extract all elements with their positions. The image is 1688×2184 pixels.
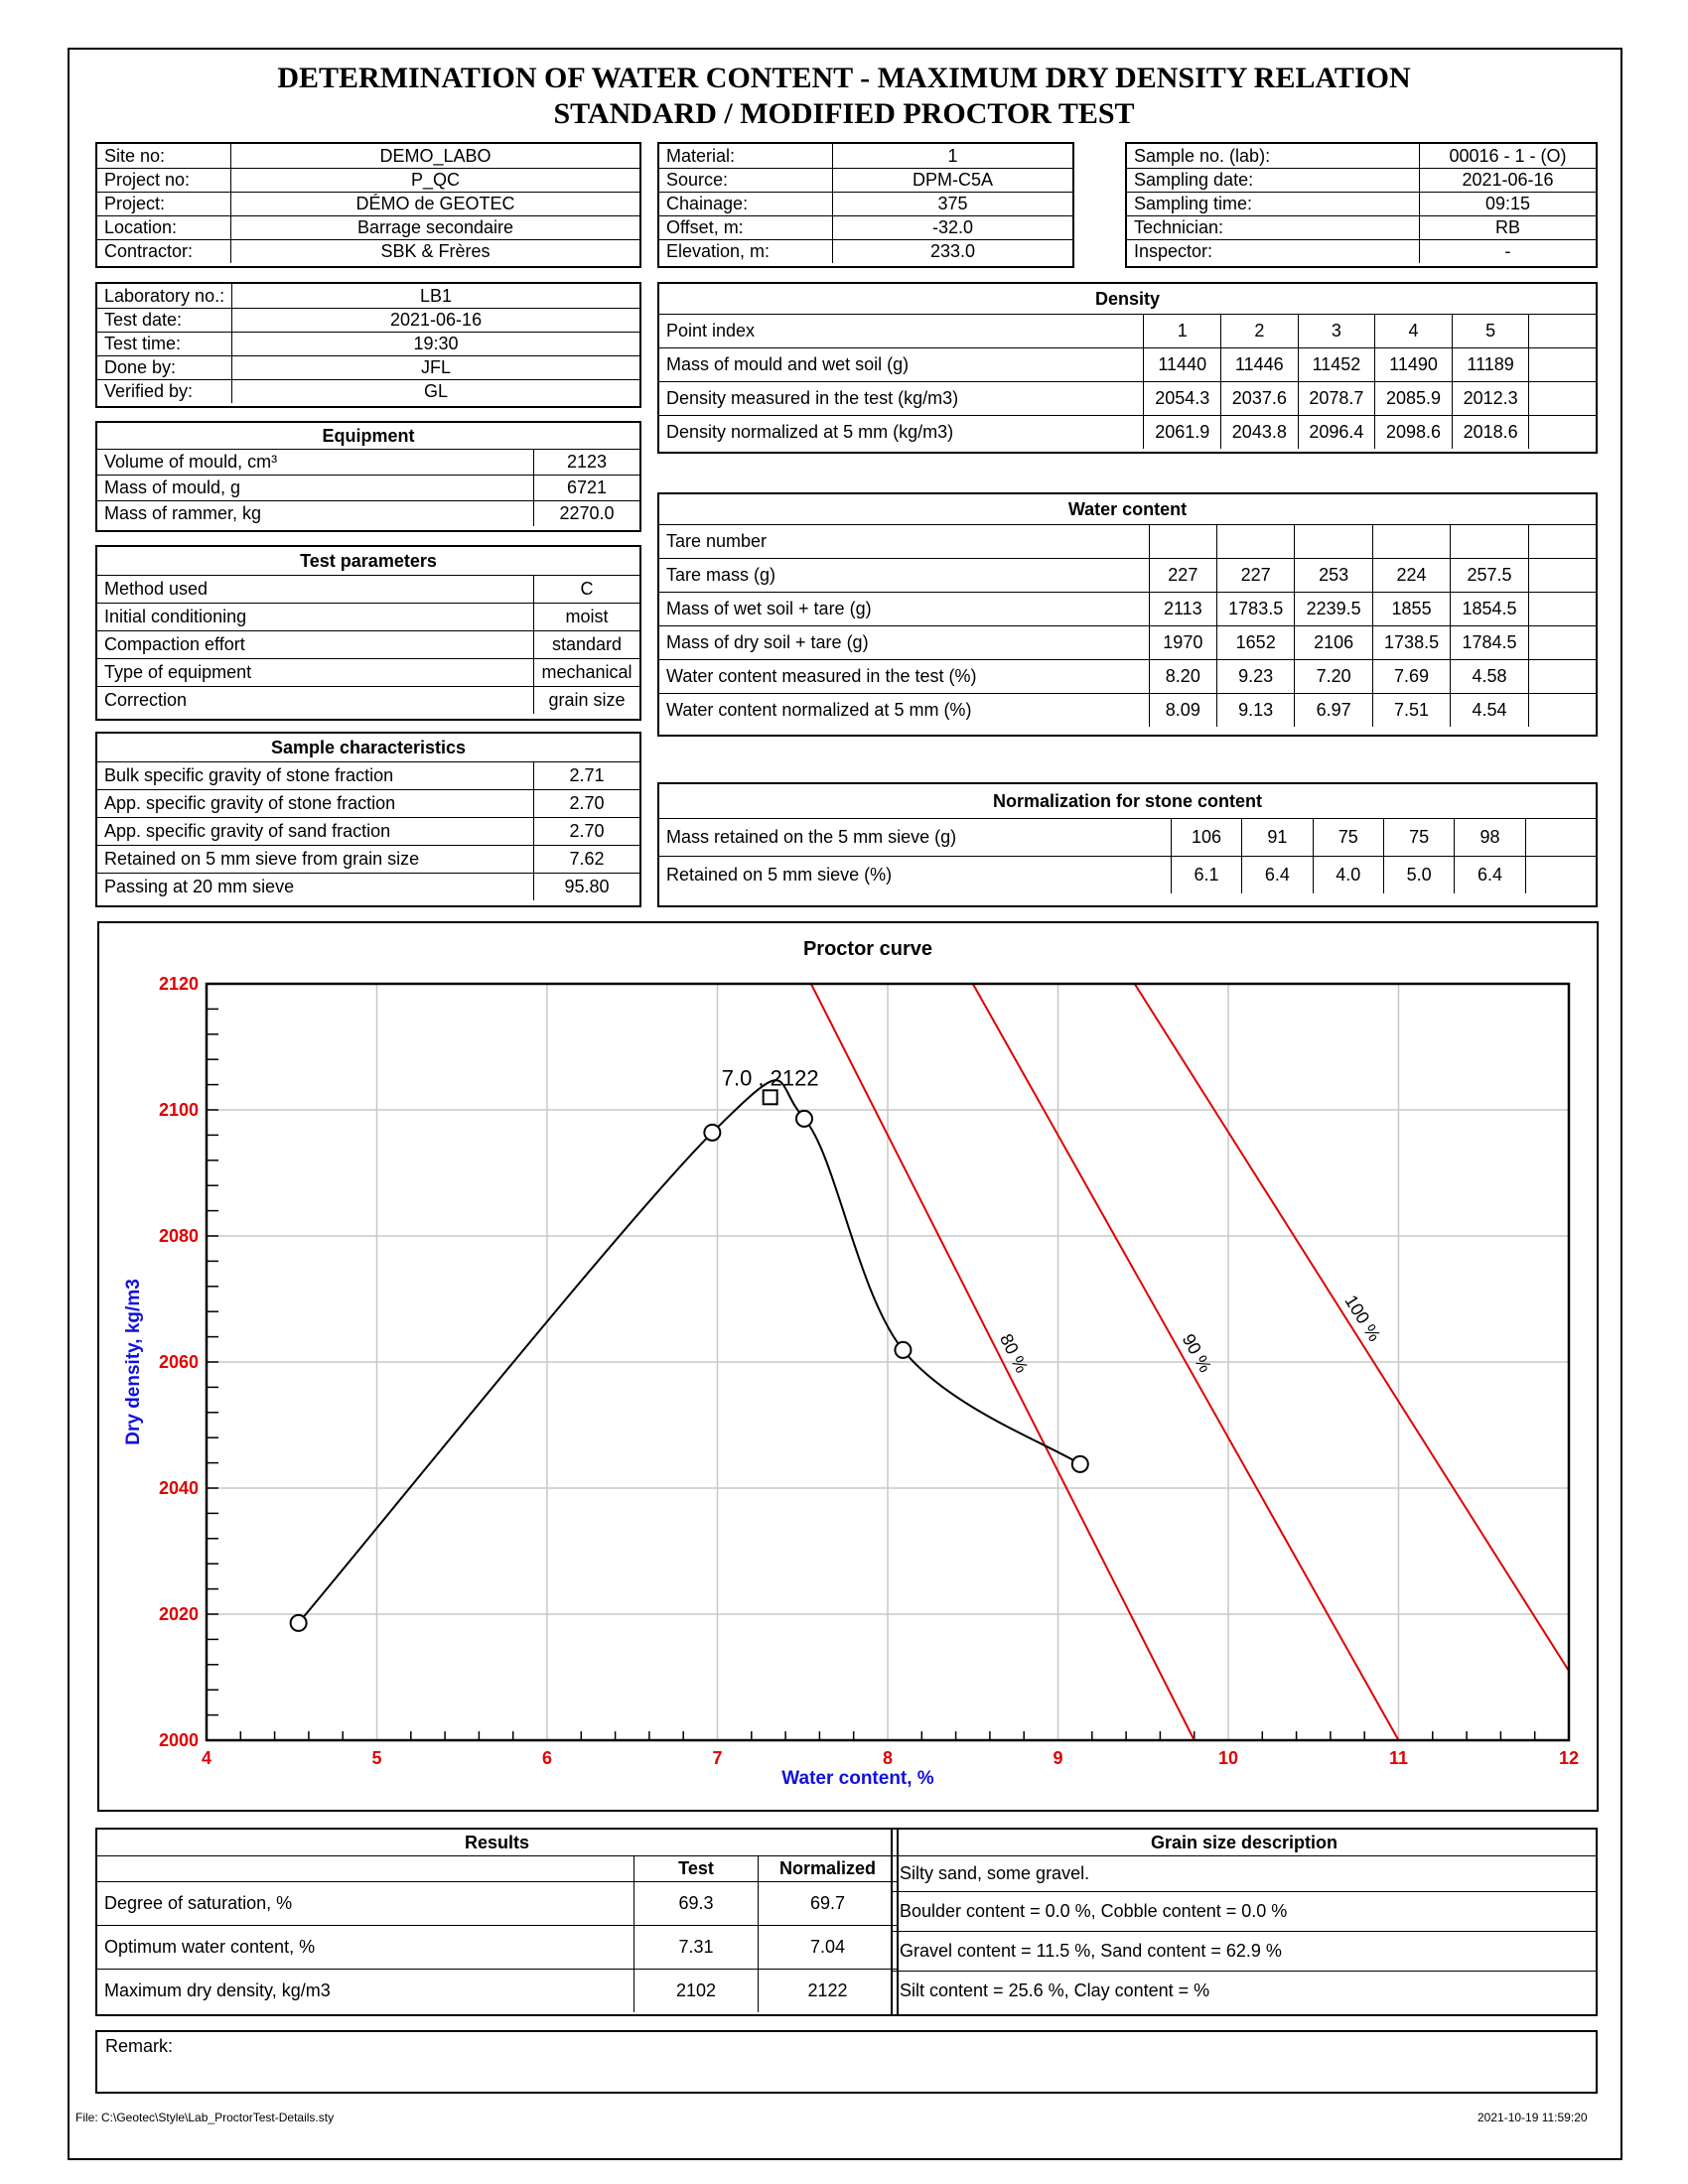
table-row [659, 856, 1596, 893]
info-label: Material: [659, 144, 833, 168]
grain-line [893, 1971, 1596, 2010]
row-label: Tare number [659, 524, 1149, 558]
results-label: Maximum dry density, kg/m3 [97, 1969, 634, 2012]
results-label: Degree of saturation, % [97, 1881, 634, 1925]
info-row [97, 192, 639, 215]
row-value: 9.13 [1216, 693, 1294, 727]
info-row [97, 144, 639, 168]
row-value: 11440 [1144, 347, 1221, 381]
row-value: 2054.3 [1144, 381, 1221, 415]
grain-line [893, 1855, 1596, 1891]
row-value: 11446 [1221, 347, 1299, 381]
info-row [97, 215, 639, 239]
y-tick-label: 2020 [158, 1604, 199, 1624]
table-row [97, 658, 639, 686]
row-value: 2 [1221, 314, 1299, 347]
row-value: 2018.6 [1452, 415, 1529, 449]
row-value: 4.0 [1313, 856, 1383, 893]
info-row [97, 308, 639, 332]
report-subtitle: STANDARD / MODIFIED PROCTOR TEST [553, 97, 1135, 130]
row-value: 1 [1144, 314, 1221, 347]
footer-file-path: File: C:\Geotec\Style\Lab_ProctorTest-Details.sty [75, 2111, 335, 2124]
info-label: Chainage: [659, 192, 833, 215]
row-value: 8.09 [1149, 693, 1216, 727]
info-value: DÉMO de GEOTEC [231, 192, 640, 215]
info-label: Verified by: [97, 379, 232, 403]
table-header [97, 1830, 897, 1855]
info-value: GL [232, 379, 639, 403]
info-label: Elevation, m: [659, 239, 833, 263]
table-row [97, 789, 639, 817]
info-row [1127, 144, 1596, 168]
row-label: Bulk specific gravity of stone fraction [97, 761, 534, 789]
row-value [1529, 381, 1596, 415]
info-label: Technician: [1127, 215, 1420, 239]
row-value: 7.62 [534, 845, 640, 873]
info-value: -32.0 [833, 215, 1073, 239]
table-header [659, 494, 1596, 524]
info-label: Test time: [97, 332, 232, 355]
table-row [97, 475, 639, 500]
saturation-label: 90 % [1178, 1330, 1216, 1376]
row-value: 75 [1313, 818, 1383, 856]
row-label: Method used [97, 575, 534, 603]
row-label: Point index [659, 314, 1144, 347]
info-label: Sample no. (lab): [1127, 144, 1420, 168]
row-value: 2085.9 [1375, 381, 1453, 415]
row-label: Passing at 20 mm sieve [97, 873, 534, 900]
info-label: Inspector: [1127, 239, 1420, 263]
row-value: 11452 [1298, 347, 1375, 381]
info-row [659, 168, 1072, 192]
info-value: JFL [232, 355, 639, 379]
row-value: 7.20 [1295, 659, 1372, 693]
info-value: P_QC [231, 168, 640, 192]
y-tick-label: 2060 [158, 1352, 199, 1372]
table-row [97, 761, 639, 789]
table-row [659, 314, 1596, 347]
row-label: Mass of mould and wet soil (g) [659, 347, 1144, 381]
table-row [659, 659, 1596, 693]
row-label: Water content measured in the test (%) [659, 659, 1149, 693]
info-value: LB1 [232, 284, 639, 308]
table-title: Normalization for stone content [659, 784, 1596, 818]
grain-line [893, 1891, 1596, 1931]
row-value: 2123 [534, 449, 640, 475]
row-value: mechanical [534, 658, 640, 686]
report-title: DETERMINATION OF WATER CONTENT - MAXIMUM DRY DENSITY RELATION [277, 62, 1411, 94]
x-tick-label: 9 [1053, 1748, 1063, 1768]
row-label: Initial conditioning [97, 603, 534, 630]
info-value: RB [1420, 215, 1597, 239]
saturation-line [1135, 984, 1569, 1671]
row-label: Density normalized at 5 mm (kg/m3) [659, 415, 1144, 449]
row-value: 2.71 [534, 761, 640, 789]
row-label: Compaction effort [97, 630, 534, 658]
proctor-chart [99, 923, 1597, 1810]
equipment-table [95, 421, 641, 532]
x-tick-label: 12 [1558, 1748, 1580, 1768]
row-value: 9.23 [1216, 659, 1294, 693]
info-value: SBK & Frères [231, 239, 640, 263]
optimum-label: 7.0 , 2122 [721, 1065, 819, 1091]
info-value: 2021-06-16 [232, 308, 639, 332]
proctor-chart-panel [97, 921, 1599, 1812]
table-row [97, 686, 639, 714]
row-value: 95.80 [534, 873, 640, 900]
info-value: - [1420, 239, 1597, 263]
results-table [95, 1828, 899, 2016]
row-label: Tare mass (g) [659, 558, 1149, 592]
results-normalized-value: 69.7 [759, 1881, 898, 1925]
table-header [659, 784, 1596, 818]
table-row [659, 818, 1596, 856]
row-label: Density measured in the test (kg/m3) [659, 381, 1144, 415]
chart-title: Proctor curve [802, 938, 933, 960]
y-axis-title: Dry density, kg/m3 [123, 1279, 144, 1445]
row-value [1529, 347, 1596, 381]
results-row [97, 1925, 897, 1969]
results-row [97, 1881, 897, 1925]
row-value: 1855 [1372, 592, 1450, 625]
table-row [659, 625, 1596, 659]
row-value [1528, 625, 1596, 659]
row-value [1525, 856, 1596, 893]
row-value: 6721 [534, 475, 640, 500]
row-value: 2270.0 [534, 500, 640, 526]
info-value: 1 [833, 144, 1073, 168]
info-value: 09:15 [1420, 192, 1597, 215]
row-value: 2037.6 [1221, 381, 1299, 415]
row-value [1216, 524, 1294, 558]
data-point [796, 1111, 812, 1127]
results-test-value: 69.3 [634, 1881, 759, 1925]
row-value: grain size [534, 686, 640, 714]
row-value: 227 [1149, 558, 1216, 592]
info-row [1127, 192, 1596, 215]
row-value: 224 [1372, 558, 1450, 592]
info-label: Sampling time: [1127, 192, 1420, 215]
grain-line-text: Silt content = 25.6 %, Clay content = % [893, 1971, 1596, 2010]
info-row [97, 332, 639, 355]
x-tick-label: 8 [882, 1748, 894, 1768]
table-row [659, 381, 1596, 415]
row-value: 91 [1242, 818, 1313, 856]
test-parameters-table [95, 545, 641, 721]
info-label: Project: [97, 192, 231, 215]
row-value [1525, 818, 1596, 856]
data-point [291, 1615, 307, 1631]
info-row [1127, 168, 1596, 192]
row-value [1372, 524, 1450, 558]
row-value: 6.4 [1242, 856, 1313, 893]
info-value: 2021-06-16 [1420, 168, 1597, 192]
row-label: Correction [97, 686, 534, 714]
table-header [659, 284, 1596, 314]
row-value: 11490 [1375, 347, 1453, 381]
row-label: Mass retained on the 5 mm sieve (g) [659, 818, 1171, 856]
normalization-table [657, 782, 1598, 907]
info-label: Offset, m: [659, 215, 833, 239]
table-header [893, 1830, 1596, 1855]
info-label: Site no: [97, 144, 231, 168]
row-value: 11189 [1452, 347, 1529, 381]
table-header [97, 547, 639, 575]
row-value [1528, 524, 1596, 558]
row-value [1149, 524, 1216, 558]
row-label: Volume of mould, cm³ [97, 449, 534, 475]
table-row [659, 415, 1596, 449]
table-header [97, 423, 639, 449]
row-value: 75 [1383, 818, 1454, 856]
table-row [97, 575, 639, 603]
row-label: App. specific gravity of stone fraction [97, 789, 534, 817]
grain-size-table [891, 1828, 1598, 2016]
info-label: Project no: [97, 168, 231, 192]
table-row [97, 603, 639, 630]
row-label: Mass of wet soil + tare (g) [659, 592, 1149, 625]
row-value: 8.20 [1149, 659, 1216, 693]
x-tick-label: 7 [712, 1748, 723, 1768]
y-tick-label: 2120 [158, 974, 199, 994]
row-value: 2043.8 [1221, 415, 1299, 449]
water-content-table [657, 492, 1598, 737]
proctor-curve [299, 1080, 1080, 1623]
info-row [659, 215, 1072, 239]
row-value: 1970 [1149, 625, 1216, 659]
table-row [97, 817, 639, 845]
table-row [659, 693, 1596, 727]
row-value: 1738.5 [1372, 625, 1450, 659]
results-blank-header [97, 1855, 634, 1881]
data-point [704, 1125, 720, 1141]
info-row [659, 192, 1072, 215]
x-tick-label: 5 [371, 1748, 382, 1768]
grain-line-text: Silty sand, some gravel. [893, 1855, 1596, 1891]
info-label: Sampling date: [1127, 168, 1420, 192]
row-value [1529, 415, 1596, 449]
x-tick-label: 4 [201, 1748, 212, 1768]
x-tick-label: 11 [1388, 1748, 1409, 1768]
saturation-label: 80 % [995, 1330, 1033, 1377]
row-value: 1783.5 [1216, 592, 1294, 625]
info-row [1127, 239, 1596, 263]
info-label: Done by: [97, 355, 232, 379]
info-row [97, 284, 639, 308]
row-value: 4.58 [1451, 659, 1528, 693]
row-value: 253 [1295, 558, 1372, 592]
row-value: C [534, 575, 640, 603]
row-value: 5 [1452, 314, 1529, 347]
info-value: DEMO_LABO [231, 144, 640, 168]
row-value: 2239.5 [1295, 592, 1372, 625]
row-value: 3 [1298, 314, 1375, 347]
results-title: Results [97, 1830, 897, 1855]
y-tick-label: 2100 [158, 1100, 199, 1120]
results-normalized-value: 2122 [759, 1969, 898, 2012]
info-value: 00016 - 1 - (O) [1420, 144, 1597, 168]
info-row [97, 239, 639, 263]
row-value [1451, 524, 1528, 558]
row-value: 2061.9 [1144, 415, 1221, 449]
table-header [97, 734, 639, 761]
optimum-marker [764, 1090, 777, 1104]
info-row [659, 239, 1072, 263]
table-title: Water content [659, 494, 1596, 524]
row-label: Water content normalized at 5 mm (%) [659, 693, 1149, 727]
row-value: moist [534, 603, 640, 630]
results-row [97, 1969, 897, 2012]
row-value: 227 [1216, 558, 1294, 592]
row-value [1529, 314, 1596, 347]
y-tick-label: 2080 [158, 1226, 199, 1246]
info-row [97, 168, 639, 192]
info-label: Contractor: [97, 239, 231, 263]
info-row [97, 355, 639, 379]
row-value: 7.69 [1372, 659, 1450, 693]
results-normalized-value: 7.04 [759, 1925, 898, 1969]
saturation-label: 100 % [1340, 1291, 1385, 1345]
table-title: Test parameters [97, 547, 639, 575]
row-value [1528, 659, 1596, 693]
row-value: 2078.7 [1298, 381, 1375, 415]
row-value: 5.0 [1383, 856, 1454, 893]
row-value: 4 [1375, 314, 1453, 347]
row-value: 2106 [1295, 625, 1372, 659]
results-test-header: Test [634, 1855, 759, 1881]
table-row [659, 558, 1596, 592]
row-value: 106 [1171, 818, 1241, 856]
x-tick-label: 10 [1217, 1748, 1239, 1768]
row-value: 6.1 [1171, 856, 1241, 893]
row-value: 257.5 [1451, 558, 1528, 592]
table-row [659, 524, 1596, 558]
row-value: 2113 [1149, 592, 1216, 625]
table-row [97, 873, 639, 900]
row-value: 1784.5 [1451, 625, 1528, 659]
row-value [1528, 693, 1596, 727]
row-value: 1854.5 [1451, 592, 1528, 625]
info-value: 19:30 [232, 332, 639, 355]
row-value: 2012.3 [1452, 381, 1529, 415]
info-row [1127, 215, 1596, 239]
row-value: 6.4 [1455, 856, 1525, 893]
row-value: 6.97 [1295, 693, 1372, 727]
table-title: Sample characteristics [97, 734, 639, 761]
row-value [1528, 592, 1596, 625]
info-row [659, 144, 1072, 168]
info-value: DPM-C5A [833, 168, 1073, 192]
column-header [97, 1855, 897, 1881]
table-row [659, 592, 1596, 625]
x-axis-title: Water content, % [781, 1768, 934, 1789]
remark-box [95, 2030, 1598, 2094]
results-test-value: 7.31 [634, 1925, 759, 1969]
table-row [659, 347, 1596, 381]
data-point [895, 1342, 911, 1358]
table-title: Equipment [97, 423, 639, 449]
results-label: Optimum water content, % [97, 1925, 634, 1969]
info-label: Test date: [97, 308, 232, 332]
row-label: Mass of dry soil + tare (g) [659, 625, 1149, 659]
lab-info-table [95, 282, 641, 408]
row-value: 4.54 [1451, 693, 1528, 727]
row-value: standard [534, 630, 640, 658]
table-title: Density [659, 284, 1596, 314]
grain-line [893, 1931, 1596, 1971]
material-info-table [657, 142, 1074, 268]
row-label: Retained on 5 mm sieve from grain size [97, 845, 534, 873]
info-value: 375 [833, 192, 1073, 215]
grain-line-text: Boulder content = 0.0 %, Cobble content = 0.0 % [893, 1891, 1596, 1931]
info-label: Location: [97, 215, 231, 239]
density-table [657, 282, 1598, 454]
row-value [1295, 524, 1372, 558]
x-tick-label: 6 [541, 1748, 553, 1768]
table-row [97, 449, 639, 475]
row-value: 2096.4 [1298, 415, 1375, 449]
grain-title: Grain size description [893, 1830, 1596, 1855]
sample-info-table [1125, 142, 1598, 268]
row-value: 2.70 [534, 789, 640, 817]
footer-timestamp: 2021-10-19 11:59:20 [1477, 2111, 1588, 2124]
grain-line-text: Gravel content = 11.5 %, Sand content = 62.9 % [893, 1931, 1596, 1971]
row-value: 2.70 [534, 817, 640, 845]
row-value: 98 [1455, 818, 1525, 856]
row-label: Mass of rammer, kg [97, 500, 534, 526]
table-row [97, 630, 639, 658]
results-test-value: 2102 [634, 1969, 759, 2012]
info-row [97, 379, 639, 403]
info-value: Barrage secondaire [231, 215, 640, 239]
info-label: Source: [659, 168, 833, 192]
row-label: Retained on 5 mm sieve (%) [659, 856, 1171, 893]
row-label: App. specific gravity of sand fraction [97, 817, 534, 845]
table-row [97, 845, 639, 873]
row-value: 1652 [1216, 625, 1294, 659]
row-label: Type of equipment [97, 658, 534, 686]
info-label: Laboratory no.: [97, 284, 232, 308]
sample-characteristics-table [95, 732, 641, 907]
info-value: 233.0 [833, 239, 1073, 263]
row-value [1528, 558, 1596, 592]
row-value: 7.51 [1372, 693, 1450, 727]
row-label: Mass of mould, g [97, 475, 534, 500]
data-point [1072, 1456, 1088, 1472]
y-tick-label: 2000 [158, 1730, 199, 1750]
row-value: 2098.6 [1375, 415, 1453, 449]
table-row [97, 500, 639, 526]
y-tick-label: 2040 [158, 1478, 199, 1498]
site-info-table [95, 142, 641, 268]
remark-label: Remark: [105, 2036, 174, 2056]
results-normalized-header: Normalized [759, 1855, 898, 1881]
